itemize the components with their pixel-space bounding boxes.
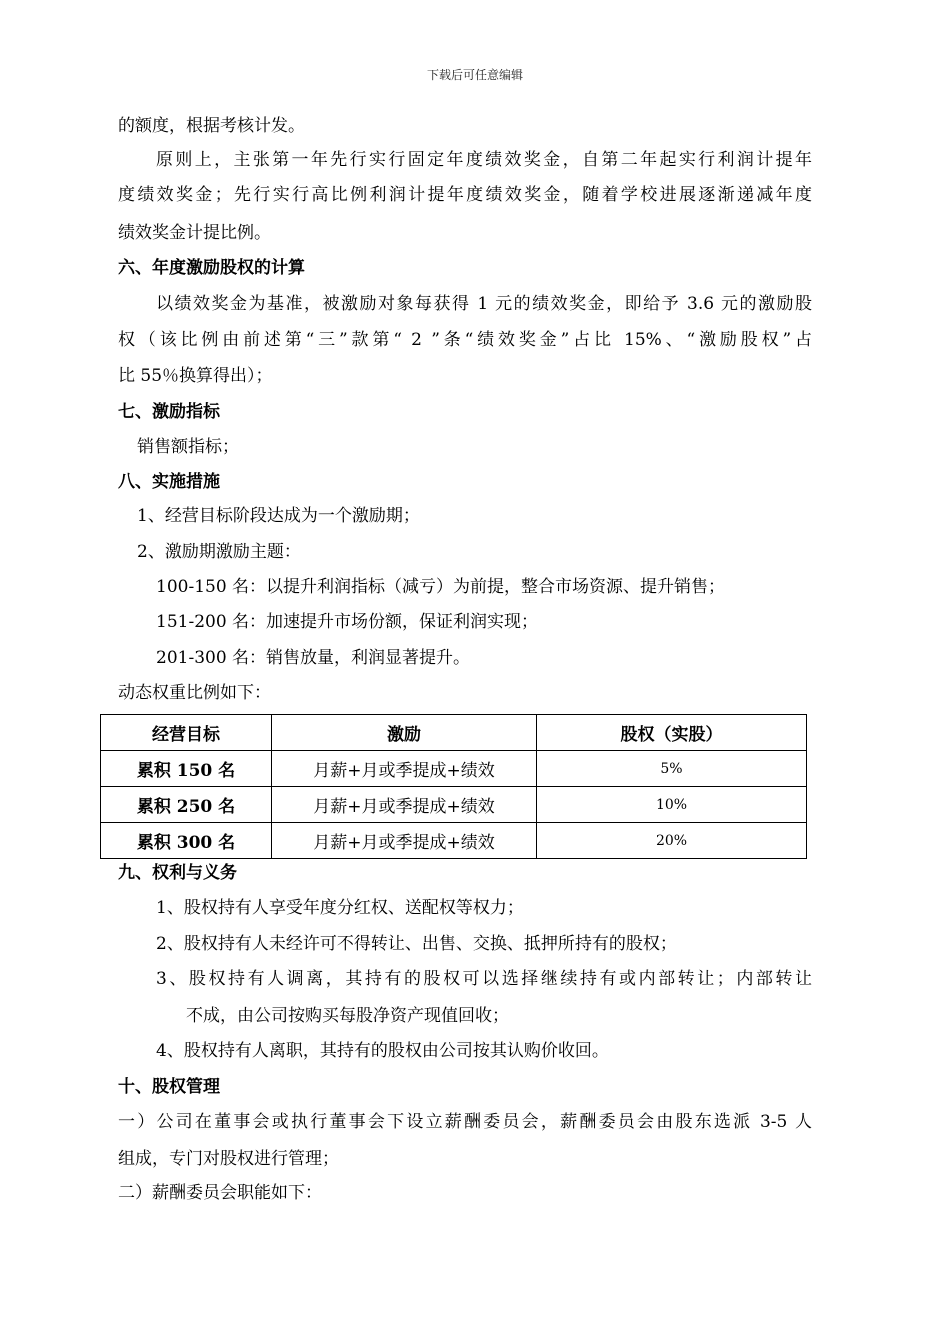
paragraph-line: 比 55％换算得出）； (118, 366, 273, 386)
paragraph-line: 权（该比例由前述第“三”款第“ 2 ”条“绩效奖金”占比 15%、“激励股权”占 (118, 330, 812, 350)
section-heading: 七、激励指标 (118, 402, 220, 422)
paragraph-line: 原则上，主张第一年先行实行固定年度绩效奖金，自第二年起实行利润计提年 (156, 150, 812, 170)
list-item: 4、股权持有人离职，其持有的股权由公司按其认购价收回。 (156, 1041, 609, 1061)
table-cell: 累积 300 名 (101, 823, 272, 859)
table-row (101, 787, 807, 823)
section-heading: 六、年度激励股权的计算 (118, 258, 305, 278)
paragraph-line: 一）公司在董事会或执行董事会下设立薪酬委员会，薪酬委员会由股东选派 3-5 人 (118, 1112, 812, 1132)
paragraph-line: 销售额指标； (137, 437, 239, 457)
table-cell: 月薪+月或季提成+绩效 (272, 751, 537, 787)
paragraph-line: 二）薪酬委员会职能如下： (118, 1183, 322, 1203)
paragraph-line: 绩效奖金计提比例。 (118, 223, 271, 243)
list-item: 1、经营目标阶段达成为一个激励期； (137, 506, 420, 526)
table-header-cell: 股权（实股） (537, 715, 807, 751)
list-item: 2、激励期激励主题： (137, 542, 301, 562)
paragraph-line: 的额度，根据考核计发。 (118, 116, 305, 136)
table-header-cell: 经营目标 (101, 715, 272, 751)
list-item: 100-150 名：以提升利润指标（减亏）为前提，整合市场资源、提升销售； (156, 577, 726, 597)
table-cell: 累积 150 名 (101, 751, 272, 787)
paragraph-line: 度绩效奖金；先行实行高比例利润计提年度绩效奖金，随着学校进展逐渐递减年度 (118, 185, 812, 205)
table-cell: 月薪+月或季提成+绩效 (272, 823, 537, 859)
table-header-row (101, 715, 807, 751)
table-cell: 20% (537, 823, 807, 859)
list-item: 151-200 名：加速提升市场份额，保证利润实现； (156, 612, 539, 632)
table-cell: 10% (537, 787, 807, 823)
list-item: 201-300 名：销售放量，利润显著提升。 (156, 648, 471, 668)
page-header: 下载后可任意编辑 (426, 68, 523, 82)
table-row (101, 751, 807, 787)
table-cell: 5% (537, 751, 807, 787)
list-item: 不成，由公司按购买每股净资产现值回收； (186, 1006, 509, 1026)
section-heading: 十、股权管理 (118, 1077, 220, 1097)
table-cell: 累积 250 名 (101, 787, 272, 823)
paragraph-line: 动态权重比例如下： (118, 683, 271, 703)
paragraph-line: 组成，专门对股权进行管理； (118, 1149, 339, 1169)
list-item: 1、股权持有人享受年度分红权、送配权等权力； (156, 898, 524, 918)
section-heading: 九、权利与义务 (118, 863, 237, 883)
paragraph-line: 以绩效奖金为基准，被激励对象每获得 1 元的绩效奖金，即给予 3.6 元的激励股 (156, 294, 812, 314)
list-item: 3、股权持有人调离，其持有的股权可以选择继续持有或内部转让；内部转让 (156, 969, 812, 989)
table-row (101, 823, 807, 859)
table-cell: 月薪+月或季提成+绩效 (272, 787, 537, 823)
weight-ratio-table (100, 714, 807, 859)
list-item: 2、股权持有人未经许可不得转让、出售、交换、抵押所持有的股权； (156, 934, 677, 954)
table-header-cell: 激励 (272, 715, 537, 751)
section-heading: 八、实施措施 (118, 472, 220, 492)
